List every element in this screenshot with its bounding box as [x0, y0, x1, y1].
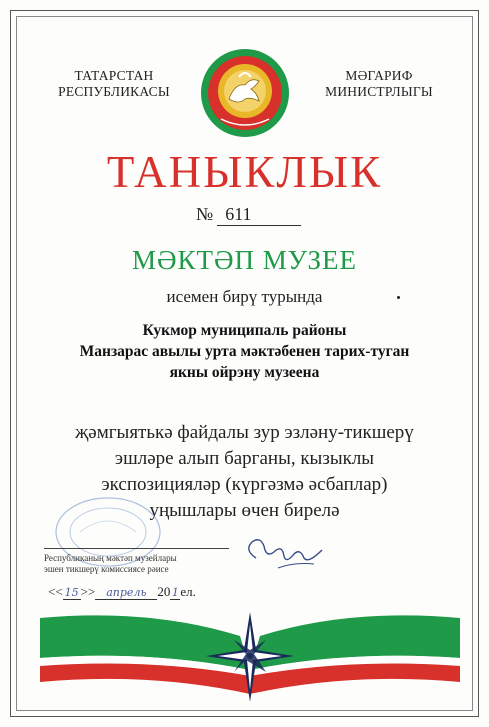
issuer-republic: [44, 68, 184, 100]
recipient-line: якны ойрэну музеена: [169, 364, 320, 381]
issuer-republic-line1: ТАТАРСТАН: [74, 68, 154, 83]
signature-icon: [238, 528, 328, 578]
certificate-subtitle: МӘКТӘП МУЗЕЕ: [131, 245, 358, 275]
date-year-suffix: 1: [171, 586, 179, 599]
reason-line: уңышлары өчен бирелә: [149, 500, 340, 521]
issuer-republic-line2: РЕСПУБЛИКАСЫ: [58, 84, 170, 99]
naming-line: исемен бирү турында: [166, 287, 323, 306]
issuer-ministry-line2: МИНИСТРЛЫГЫ: [325, 84, 433, 99]
reason-line: экспозицияләр (күргәзмә әсбаплар): [101, 474, 388, 495]
reason-line: эшләре алып барганы, кызыклы: [114, 448, 375, 469]
issuer-ministry: [306, 68, 452, 100]
date-close: >>: [80, 584, 96, 599]
date-month: апрель: [95, 586, 157, 600]
issuer-ministry-line1: МӘГАРИФ: [345, 68, 413, 83]
signatory-title-line: Республиканың мәктәп музейлары: [44, 553, 177, 563]
signatory-title-line: эшен тикшерү комиссиясе рәисе: [44, 564, 169, 574]
date-open: <<: [48, 584, 63, 599]
flag-ribbon-icon: [40, 610, 460, 710]
number-value: 611: [217, 204, 301, 226]
number-prefix: №: [196, 204, 214, 224]
signatory-title: [44, 553, 177, 575]
stray-dot: [397, 296, 400, 299]
certificate-number: [196, 204, 301, 226]
signature-rule: [44, 548, 229, 549]
issue-date: [48, 584, 196, 600]
date-day: 15: [64, 586, 79, 599]
reason-line: җәмгыятькә файдалы зур эзләну-тикшерү: [75, 422, 414, 443]
coat-of-arms-icon: [199, 47, 291, 139]
date-suffix: ел.: [180, 584, 196, 599]
certificate-title: ТАНЫКЛЫК: [106, 147, 383, 197]
recipient-block: [0, 320, 489, 383]
date-year-prefix: 20: [157, 584, 171, 599]
recipient-line: Кукмор муниципаль районы: [142, 322, 347, 339]
recipient-line: Манзарас авылы урта мәктәбенен тарих-туган: [79, 343, 410, 360]
